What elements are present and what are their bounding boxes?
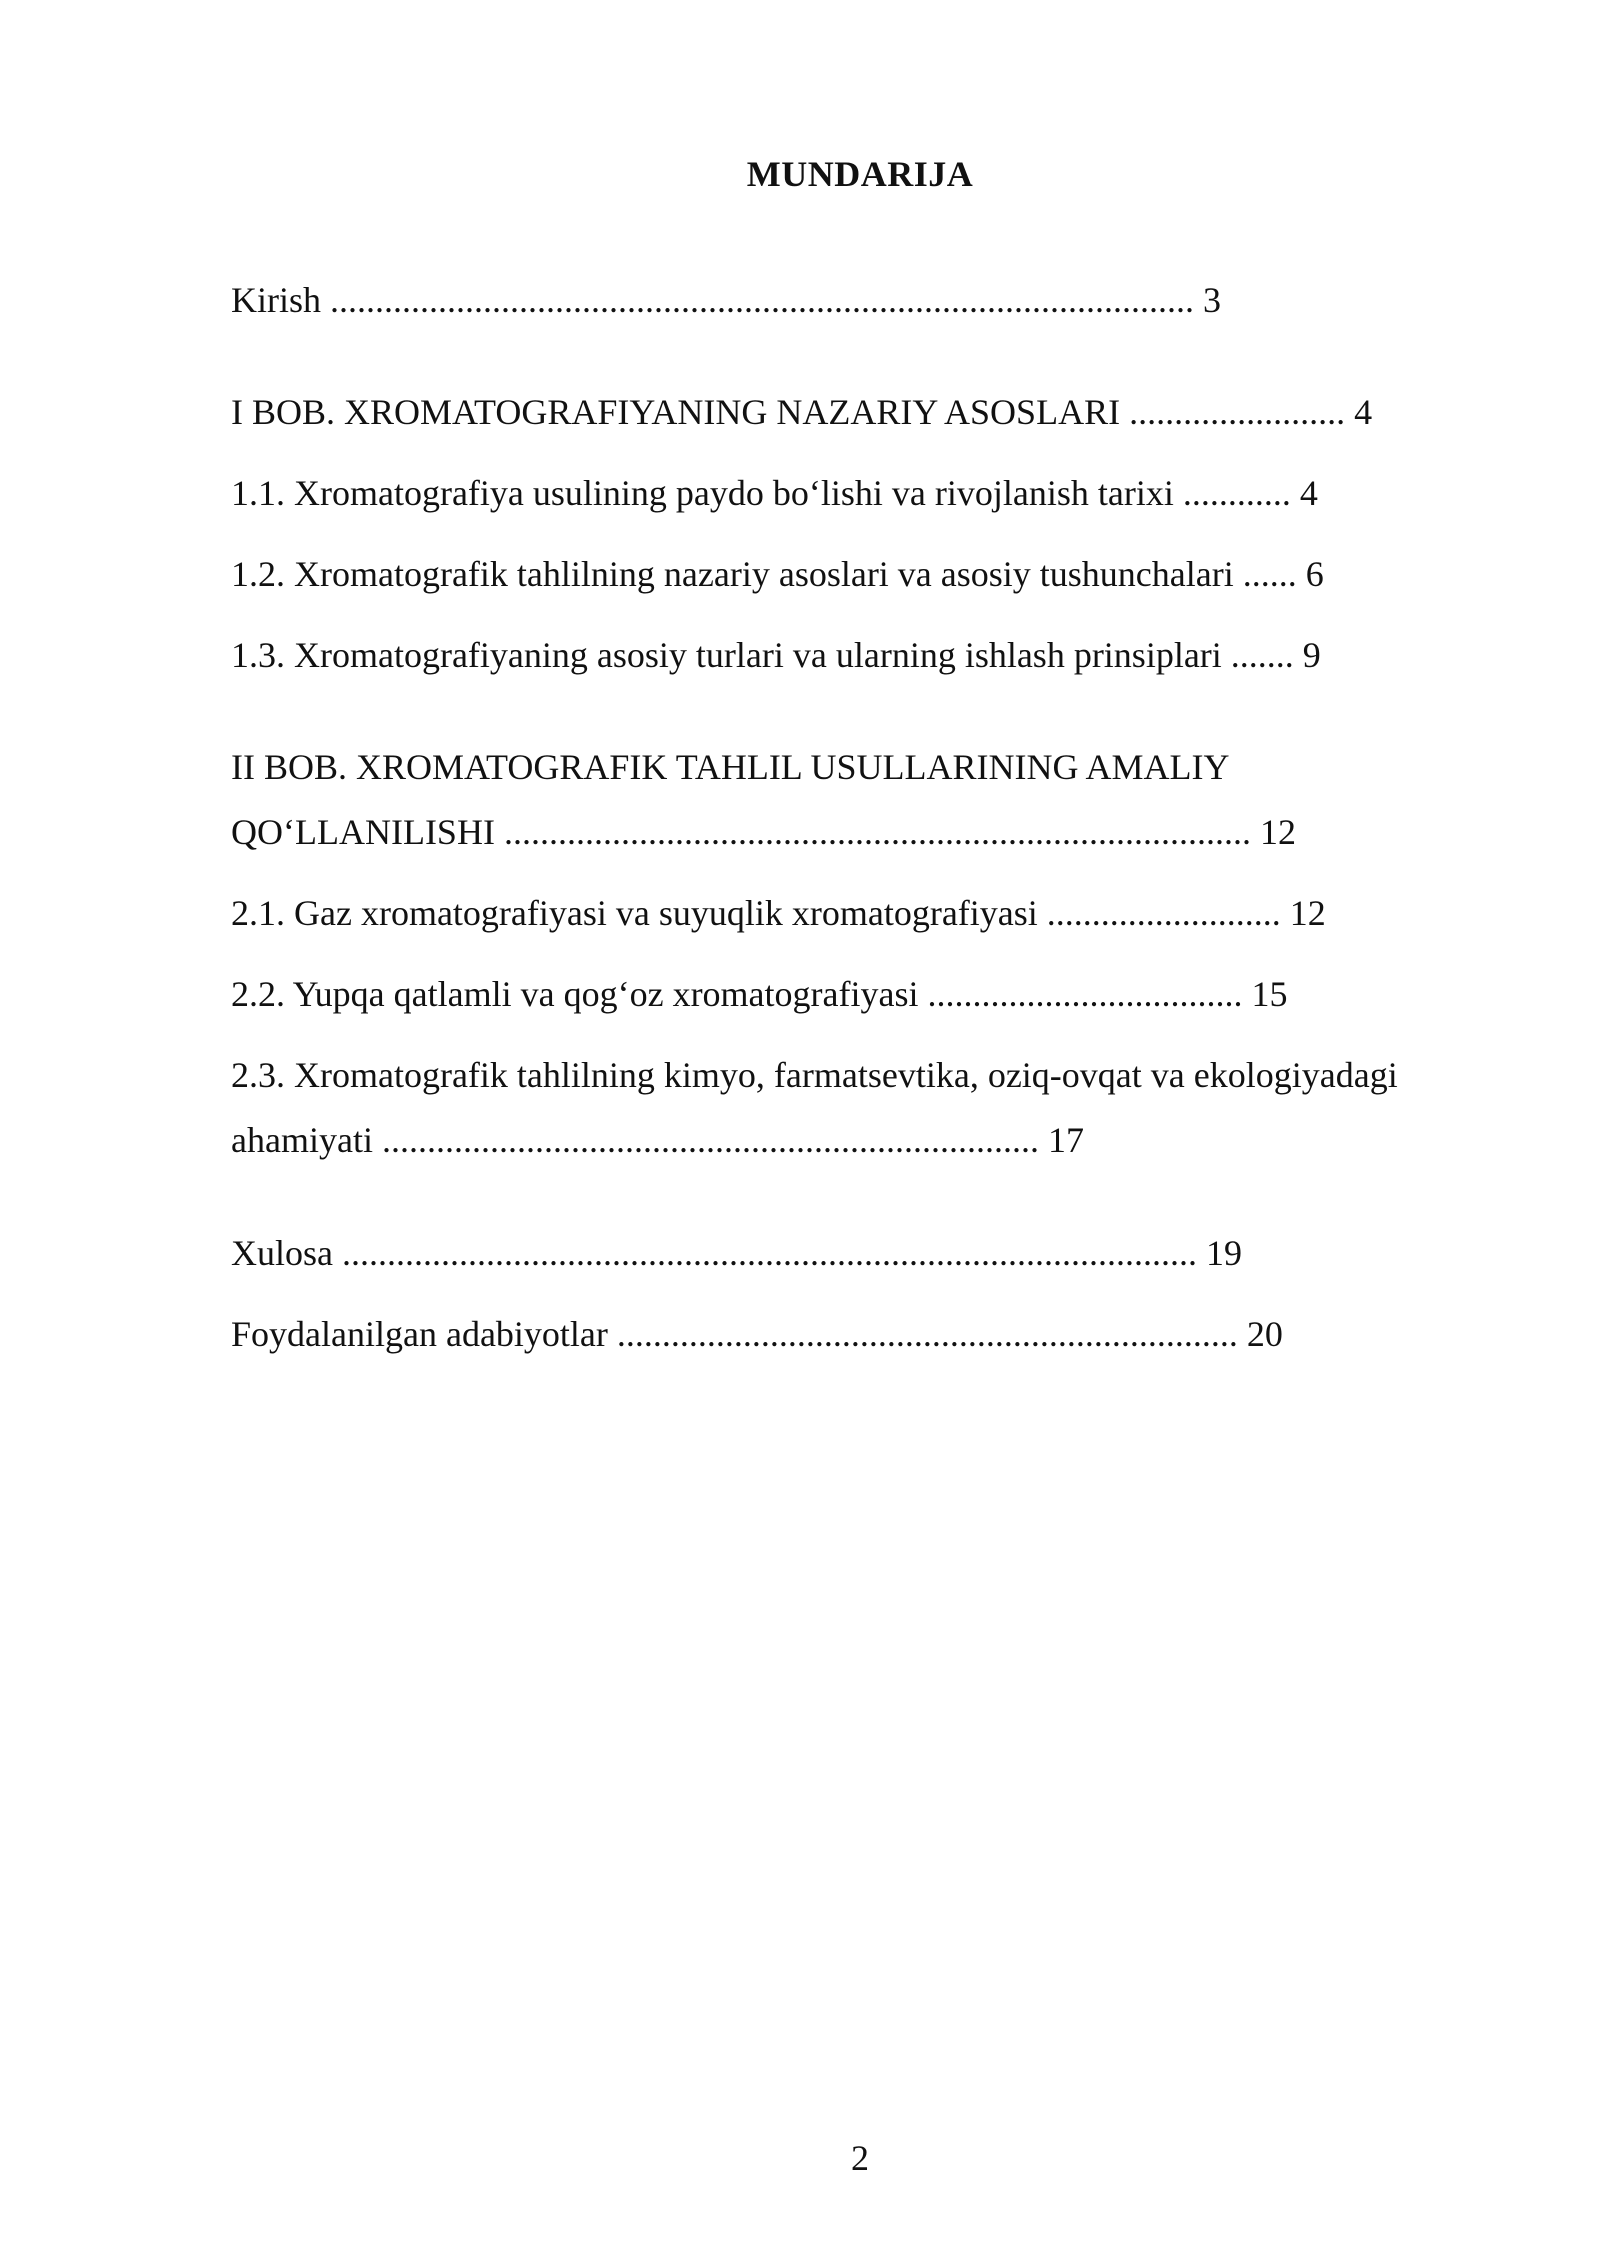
toc-leader-dots: .....................................................................: [607, 1314, 1238, 1354]
toc-entry-chapter-1: [231, 388, 1372, 436]
toc-entry-1-2: [231, 550, 1324, 598]
toc-entry-text: 2.2. Yupqa qatlamli va qog‘oz xromatografiyasi: [231, 974, 919, 1014]
toc-page-number: 4: [1290, 473, 1318, 513]
toc-entry-text: 1.2. Xromatografik tahlilning nazariy asoslari va asosiy tushunchalari: [231, 554, 1234, 594]
toc-entry-text: 2.3. Xromatografik tahlilning kimyo, farmatsevtika, oziq-ovqat va ekologiyadagi: [231, 1055, 1398, 1095]
toc-leader-dots: ...................................................................................: [494, 812, 1251, 852]
toc-entry-text: 1.3. Xromatografiyaning asosiy turlari va ularning ishlash prinsiplari: [231, 635, 1222, 675]
toc-leader-dots: ........................: [1120, 392, 1346, 432]
toc-entry-text: II BOB. XROMATOGRAFIK TAHLIL USULLARINING AMALIY: [231, 747, 1230, 787]
toc-page-number: 12: [1250, 812, 1296, 852]
toc-entry-2-2: [231, 970, 1287, 1018]
toc-entry-1-1: [231, 469, 1318, 517]
toc-entry-2-3-line-1: [231, 1051, 1398, 1099]
toc-entry-text: ahamiyati: [231, 1120, 373, 1160]
toc-entry-references: [231, 1310, 1283, 1358]
toc-leader-dots: ...............................................................................................: [333, 1233, 1197, 1273]
toc-page-number: 19: [1197, 1233, 1242, 1273]
toc-entry-kirish: [231, 276, 1221, 324]
toc-leader-dots: ......: [1233, 554, 1297, 594]
toc-entry-text: 2.1. Gaz xromatografiyasi va suyuqlik xromatografiyasi: [231, 893, 1038, 933]
toc-leader-dots: ................................................................................................: [321, 280, 1194, 320]
toc-entry-2-1: [231, 889, 1326, 937]
toc-leader-dots: ...................................: [918, 974, 1243, 1014]
toc-page-number: 3: [1194, 280, 1221, 320]
toc-entry-chapter-2-line-1: [231, 743, 1229, 791]
toc-entry-text: 1.1. Xromatografiya usulining paydo bo‘lishi va rivojlanish tarixi: [231, 473, 1174, 513]
toc-entry-text: Foydalanilgan adabiyotlar: [231, 1314, 608, 1354]
toc-page-number: 20: [1237, 1314, 1283, 1354]
toc-leader-dots: ..........................: [1037, 893, 1281, 933]
toc-leader-dots: .........................................................................: [372, 1120, 1039, 1160]
toc-entry-chapter-2-line-2: [231, 808, 1296, 856]
page-number: 2: [851, 2138, 869, 2178]
toc-page-number: 15: [1242, 974, 1288, 1014]
page-title: MUNDARIJA: [746, 154, 974, 194]
toc-page-number: 6: [1296, 554, 1324, 594]
toc-leader-dots: .......: [1221, 635, 1294, 675]
toc-entry-xulosa: [231, 1229, 1242, 1277]
toc-leader-dots: ............: [1173, 473, 1291, 513]
toc-entry-text: Kirish: [231, 280, 321, 320]
toc-entry-text: I BOB. XROMATOGRAFIYANING NAZARIY ASOSLARI: [231, 392, 1121, 432]
toc-entry-text: Xulosa: [231, 1233, 333, 1273]
toc-entry-1-3: [231, 631, 1321, 679]
toc-page-number: 4: [1345, 392, 1373, 432]
toc-page-number: 17: [1038, 1120, 1084, 1160]
toc-page-number: 9: [1293, 635, 1321, 675]
toc-entry-2-3-line-2: [231, 1116, 1084, 1164]
toc-entry-text: QO‘LLANILISHI: [231, 812, 495, 852]
toc-page-number: 12: [1280, 893, 1326, 933]
